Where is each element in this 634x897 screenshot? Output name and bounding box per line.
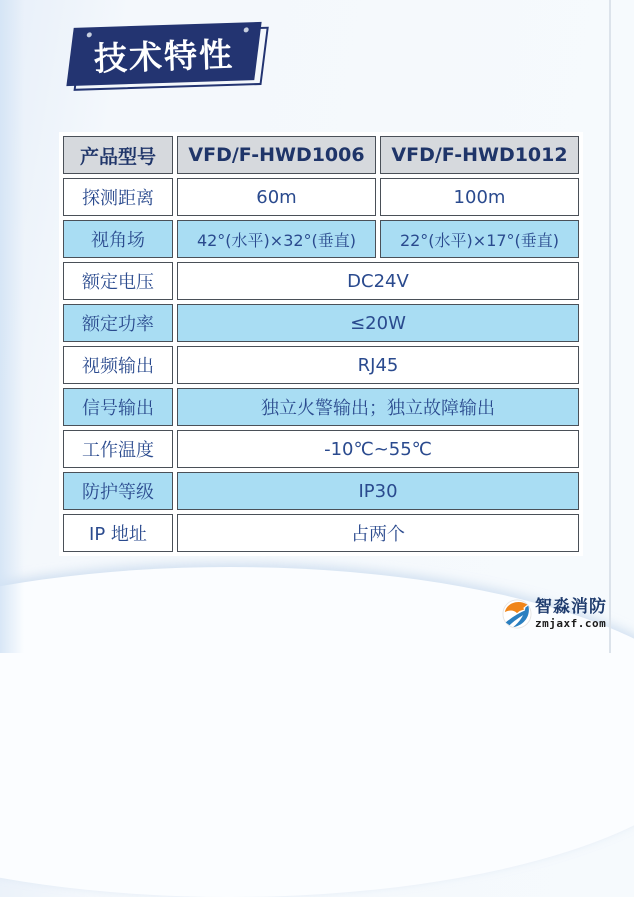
watermark-text <box>535 599 607 629</box>
page-left-shading <box>0 0 24 653</box>
table-row-header <box>63 136 579 174</box>
spec-label-cell: 额定电压 <box>63 262 173 300</box>
spec-label-cell: 视频输出 <box>63 346 173 384</box>
brand-logo-icon <box>502 599 532 629</box>
spec-label-cell: 信号输出 <box>63 388 173 426</box>
spec-label-cell: 防护等级 <box>63 472 173 510</box>
spec-model-cell: VFD/F-HWD1012 <box>380 136 579 174</box>
spec-value-cell: 占两个 <box>177 514 579 552</box>
badge-plate <box>66 22 261 86</box>
table-row <box>63 388 579 426</box>
table-row <box>63 472 579 510</box>
spec-label-cell: 探测距离 <box>63 178 173 216</box>
brand-site: zmjaxf.com <box>535 617 607 630</box>
table-row <box>63 262 579 300</box>
spec-table <box>59 132 583 556</box>
table-row <box>63 514 579 552</box>
table-row <box>63 178 579 216</box>
spec-label-cell: IP 地址 <box>63 514 173 552</box>
badge-pin-right-icon <box>243 27 249 32</box>
spec-label-cell: 工作温度 <box>63 430 173 468</box>
brand-name: 智淼消防 <box>535 597 607 617</box>
spec-value-cell: 22°(水平)×17°(垂直) <box>380 220 579 258</box>
section-title-badge <box>69 22 259 86</box>
table-row <box>63 220 579 258</box>
spec-value-cell: DC24V <box>177 262 579 300</box>
spec-value-cell: RJ45 <box>177 346 579 384</box>
page-edge-line <box>609 0 611 653</box>
spec-table-container <box>59 132 583 556</box>
table-row <box>63 346 579 384</box>
spec-model-cell: VFD/F-HWD1006 <box>177 136 376 174</box>
spec-label-cell: 产品型号 <box>63 136 173 174</box>
spec-value-cell: ≤20W <box>177 304 579 342</box>
spec-value-cell: 42°(水平)×32°(垂直) <box>177 220 376 258</box>
spec-label-cell: 视角场 <box>63 220 173 258</box>
section-title: 技术特性 <box>93 34 235 78</box>
badge-pin-left-icon <box>86 32 92 37</box>
spec-value-cell: 60m <box>177 178 376 216</box>
table-row <box>63 430 579 468</box>
watermark <box>502 599 607 629</box>
spec-value-cell: 100m <box>380 178 579 216</box>
spec-value-cell: -10℃~55℃ <box>177 430 579 468</box>
spec-label-cell: 额定功率 <box>63 304 173 342</box>
spec-value-cell: 独立火警输出；独立故障输出 <box>177 388 579 426</box>
table-row <box>63 304 579 342</box>
spec-value-cell: IP30 <box>177 472 579 510</box>
